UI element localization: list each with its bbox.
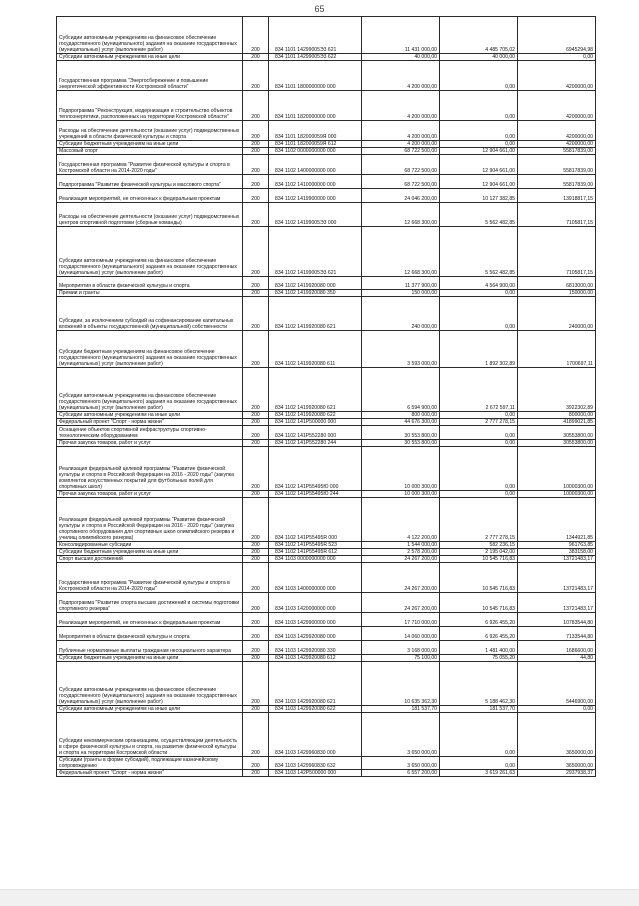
table-row xyxy=(57,412,596,419)
row-approved-cell: 10 000 300,00 xyxy=(362,447,440,491)
row-name-cell: Субсидии бюджетным учреждениям на финансовое обеспечение государственного (муниципального) задания на оказание государственных (муниципальных) услуг (выполнение работ) xyxy=(57,331,243,368)
row-code-cell: 200 xyxy=(243,757,269,770)
table-row xyxy=(57,641,596,655)
row-code-cell: 200 xyxy=(243,662,269,706)
row-name-cell: Премии и гранты xyxy=(57,290,243,297)
row-classification-cell: 834 1102 1419920080 622 xyxy=(269,412,362,419)
row-name-cell: Реализация мероприятий, не отнесенных к федеральным проектам xyxy=(57,189,243,203)
row-name-cell: Подпрограмма "Развитие спорта высших достижений и системы подготовки спортивного резерва" xyxy=(57,593,243,613)
table-row xyxy=(57,155,596,175)
row-code-cell: 200 xyxy=(243,91,269,121)
row-approved-cell: 4 122 200,00 xyxy=(362,498,440,542)
row-approved-cell: 3 650 000,00 xyxy=(362,757,440,770)
row-approved-cell: 14 060 000,00 xyxy=(362,627,440,641)
row-approved-cell: 12 668 300,00 xyxy=(362,203,440,227)
row-executed-cell: 40 000,00 xyxy=(440,54,518,61)
row-approved-cell: 44 676 300,00 xyxy=(362,419,440,426)
table-row xyxy=(57,757,596,770)
row-name-cell: Консолидированные субсидии xyxy=(57,542,243,549)
row-code-cell: 200 xyxy=(243,563,269,593)
budget-table-body xyxy=(57,17,596,777)
row-name-cell: Подпрограмма "Реконструкция, модернизация и строительство объектов теплоэнергетики, расположенных на территории Костромской области" xyxy=(57,91,243,121)
table-row xyxy=(57,706,596,713)
row-code-cell: 200 xyxy=(243,412,269,419)
row-classification-cell: 834 1102 1410000000 000 xyxy=(269,175,362,189)
row-code-cell: 200 xyxy=(243,290,269,297)
row-approved-cell: 4 200 000,00 xyxy=(362,121,440,141)
row-classification-cell: 834 1102 141P55495R 000 xyxy=(269,498,362,542)
row-approved-cell: 24 267 200,00 xyxy=(362,593,440,613)
row-name-cell: Государственная программа "Развитие физической культуры и спорта в Костромской области на 2014-2020 годы" xyxy=(57,155,243,175)
row-code-cell: 200 xyxy=(243,641,269,655)
row-code-cell: 200 xyxy=(243,141,269,148)
row-approved-cell: 4 200 000,00 xyxy=(362,141,440,148)
row-executed-cell: 4 564 900,00 xyxy=(440,277,518,290)
row-name-cell: Реализация федеральной целевой программы "Развитие физической культуры и спорта в Российской Федерации на 2016 - 2020 годы" (закупка комплектов искусственных покрытий для футбольных полей для спортивных школ) xyxy=(57,447,243,491)
row-classification-cell: 834 1102 141P55495R 612 xyxy=(269,549,362,556)
table-row xyxy=(57,447,596,491)
table-row xyxy=(57,148,596,155)
row-approved-cell: 11 377 900,00 xyxy=(362,277,440,290)
row-remaining-cell: 13721483,17 xyxy=(518,556,596,563)
row-remaining-cell: 55817839,00 xyxy=(518,148,596,155)
row-remaining-cell: 240000,00 xyxy=(518,297,596,331)
row-remaining-cell: 7133544,80 xyxy=(518,627,596,641)
table-row xyxy=(57,189,596,203)
row-code-cell: 200 xyxy=(243,121,269,141)
row-code-cell: 200 xyxy=(243,706,269,713)
row-code-cell: 200 xyxy=(243,61,269,91)
row-approved-cell: 181 537,70 xyxy=(362,706,440,713)
row-approved-cell: 68 722 500,00 xyxy=(362,148,440,155)
row-approved-cell: 6 557 200,00 xyxy=(362,770,440,777)
row-approved-cell: 3 650 000,00 xyxy=(362,713,440,757)
row-executed-cell: 2 777 278,15 xyxy=(440,498,518,542)
row-remaining-cell: 44,80 xyxy=(518,655,596,662)
table-row xyxy=(57,498,596,542)
row-remaining-cell: 13721483,17 xyxy=(518,563,596,593)
table-row xyxy=(57,593,596,613)
table-row xyxy=(57,141,596,148)
row-approved-cell: 75 100,00 xyxy=(362,655,440,662)
row-executed-cell: 5 562 482,85 xyxy=(440,227,518,277)
row-executed-cell: 0,00 xyxy=(440,297,518,331)
row-name-cell: Подпрограмма "Развитие физической культуры и массового спорта" xyxy=(57,175,243,189)
row-classification-cell: 834 1102 1419900000 000 xyxy=(269,189,362,203)
row-classification-cell: 834 1102 141P55495Ю 000 xyxy=(269,447,362,491)
row-remaining-cell: 7105817,15 xyxy=(518,227,596,277)
row-name-cell: Субсидии автономным учреждениям на финансовое обеспечение государственного (муниципального) задания на оказание государственных (муниципальных) услуг (выполнение работ) xyxy=(57,227,243,277)
row-executed-cell: 75 055,20 xyxy=(440,655,518,662)
budget-table xyxy=(56,16,596,777)
row-name-cell: Реализация федеральной целевой программы "Развитие физической культуры и спорта в Российской Федерации на 2016 - 2020 годы" (закупка спортивного оборудования для спортивных школ олимпийского резерва и училищ олимпийского резерва) xyxy=(57,498,243,542)
row-remaining-cell: 4200000,00 xyxy=(518,91,596,121)
row-approved-cell: 4 200 000,00 xyxy=(362,61,440,91)
table-row xyxy=(57,770,596,777)
row-classification-cell: 834 1102 1419920080 621 xyxy=(269,368,362,412)
row-classification-cell: 834 1101 182000059Я 612 xyxy=(269,141,362,148)
row-executed-cell: 4 485 705,02 xyxy=(440,17,518,54)
table-row xyxy=(57,419,596,426)
row-name-cell: Субсидии некоммерческим организациям, осуществляющим деятельность в сфере физической культуры и спорта, на развитие физической культуры и спорта на территории Костромской области xyxy=(57,713,243,757)
row-remaining-cell: 1344921,85 xyxy=(518,498,596,542)
row-approved-cell: 30 553 800,00 xyxy=(362,440,440,447)
table-row xyxy=(57,440,596,447)
table-row xyxy=(57,426,596,440)
row-name-cell: Реализация мероприятий, не отнесенных к федеральным проектам xyxy=(57,613,243,627)
row-classification-cell: 834 1103 1429960830 000 xyxy=(269,713,362,757)
row-approved-cell: 11 431 000,00 xyxy=(362,17,440,54)
row-approved-cell: 10 635 362,30 xyxy=(362,662,440,706)
row-name-cell: Прочая закупка товаров, работ и услуг xyxy=(57,440,243,447)
row-executed-cell: 12 904 661,00 xyxy=(440,175,518,189)
row-executed-cell: 3 619 261,63 xyxy=(440,770,518,777)
row-remaining-cell: 4200000,00 xyxy=(518,121,596,141)
row-remaining-cell: 800000,00 xyxy=(518,412,596,419)
row-approved-cell: 40 000,00 xyxy=(362,54,440,61)
row-name-cell: Публичные нормативные выплаты гражданам несоциального характера xyxy=(57,641,243,655)
row-classification-cell: 834 1103 1429960830 632 xyxy=(269,757,362,770)
row-executed-cell: 2 195 042,00 xyxy=(440,549,518,556)
row-classification-cell: 834 1102 1419920080 350 xyxy=(269,290,362,297)
row-remaining-cell: 1686600,00 xyxy=(518,641,596,655)
row-remaining-cell: 6813000,00 xyxy=(518,277,596,290)
row-classification-cell: 834 1102 14199005Э3 621 xyxy=(269,227,362,277)
row-approved-cell: 800 000,00 xyxy=(362,412,440,419)
table-row xyxy=(57,17,596,54)
row-name-cell: Государственная программа "Развитие физической культуры и спорта в Костромской области на 2014-2020 годы" xyxy=(57,563,243,593)
row-executed-cell: 0,00 xyxy=(440,757,518,770)
table-row xyxy=(57,368,596,412)
row-code-cell: 200 xyxy=(243,447,269,491)
row-classification-cell: 834 1103 1429920080 330 xyxy=(269,641,362,655)
row-executed-cell: 2 777 278,15 xyxy=(440,419,518,426)
row-code-cell: 200 xyxy=(243,203,269,227)
row-executed-cell: 0,00 xyxy=(440,426,518,440)
row-remaining-cell: 3650000,00 xyxy=(518,713,596,757)
row-executed-cell: 10 127 382,85 xyxy=(440,189,518,203)
row-executed-cell: 5 562 482,85 xyxy=(440,203,518,227)
row-approved-cell: 24 046 200,00 xyxy=(362,189,440,203)
row-approved-cell: 12 668 300,00 xyxy=(362,227,440,277)
row-approved-cell: 24 267 200,00 xyxy=(362,556,440,563)
row-code-cell: 200 xyxy=(243,549,269,556)
row-remaining-cell: 383158,00 xyxy=(518,549,596,556)
row-code-cell: 200 xyxy=(243,770,269,777)
row-approved-cell: 1 544 000,00 xyxy=(362,542,440,549)
row-code-cell: 200 xyxy=(243,627,269,641)
row-executed-cell: 6 926 455,20 xyxy=(440,613,518,627)
row-name-cell: Субсидии автономным учреждениям на финансовое обеспечение государственного (муниципального) задания на оказание государственных (муниципальных) услуг (выполнение работ) xyxy=(57,17,243,54)
row-remaining-cell: 5446900,00 xyxy=(518,662,596,706)
row-code-cell: 200 xyxy=(243,54,269,61)
row-code-cell: 200 xyxy=(243,498,269,542)
row-name-cell: Федеральный проект "Спорт - норма жизни" xyxy=(57,770,243,777)
table-row xyxy=(57,655,596,662)
row-remaining-cell: 3650000,00 xyxy=(518,757,596,770)
row-executed-cell: 12 904 661,00 xyxy=(440,155,518,175)
row-code-cell: 200 xyxy=(243,491,269,498)
row-code-cell: 200 xyxy=(243,227,269,277)
row-executed-cell: 0,00 xyxy=(440,440,518,447)
row-code-cell: 200 xyxy=(243,277,269,290)
row-executed-cell: 10 545 716,83 xyxy=(440,556,518,563)
table-row xyxy=(57,297,596,331)
row-code-cell: 200 xyxy=(243,17,269,54)
row-executed-cell: 0,00 xyxy=(440,491,518,498)
row-classification-cell: 834 1103 142P500000 000 xyxy=(269,770,362,777)
row-remaining-cell: 30553800,00 xyxy=(518,426,596,440)
row-classification-cell: 834 1102 141P552280 000 xyxy=(269,426,362,440)
row-classification-cell: 834 1102 1419920080 621 xyxy=(269,297,362,331)
row-executed-cell: 10 545 716,83 xyxy=(440,593,518,613)
row-classification-cell: 834 1102 14199005Э3 000 xyxy=(269,203,362,227)
row-classification-cell: 834 1102 1419920080 000 xyxy=(269,277,362,290)
table-row xyxy=(57,627,596,641)
row-remaining-cell: 55817839,00 xyxy=(518,175,596,189)
row-remaining-cell: 961763,85 xyxy=(518,542,596,549)
row-code-cell: 200 xyxy=(243,613,269,627)
row-remaining-cell: 2937938,37 xyxy=(518,770,596,777)
row-executed-cell: 0,00 xyxy=(440,412,518,419)
row-code-cell: 200 xyxy=(243,175,269,189)
row-name-cell: Спорт высших достижений xyxy=(57,556,243,563)
row-code-cell: 200 xyxy=(243,713,269,757)
row-remaining-cell: 10000300,00 xyxy=(518,447,596,491)
row-name-cell: Субсидии автономным учреждениям на финансовое обеспечение государственного (муниципального) задания на оказание государственных (муниципальных) услуг (выполнение работ) xyxy=(57,662,243,706)
row-classification-cell: 834 1102 0000000000 000 xyxy=(269,148,362,155)
row-name-cell: Субсидии автономным учреждениям на иные цели xyxy=(57,706,243,713)
table-row xyxy=(57,277,596,290)
row-code-cell: 200 xyxy=(243,593,269,613)
row-remaining-cell: 10783544,80 xyxy=(518,613,596,627)
row-classification-cell: 834 1102 141P552280 244 xyxy=(269,440,362,447)
row-approved-cell: 2 578 200,00 xyxy=(362,549,440,556)
page-number: 65 xyxy=(314,4,325,14)
row-name-cell: Оснащение объектов спортивной инфраструктуры спортивно-технологическим оборудованием xyxy=(57,426,243,440)
row-approved-cell: 3 593 000,00 xyxy=(362,331,440,368)
row-name-cell: Субсидии автономным учреждениям на иные цели xyxy=(57,412,243,419)
row-classification-cell: 834 1102 141P500000 000 xyxy=(269,419,362,426)
row-classification-cell: 834 1103 1420000000 000 xyxy=(269,593,362,613)
row-executed-cell: 12 904 661,00 xyxy=(440,148,518,155)
row-remaining-cell: 41899021,85 xyxy=(518,419,596,426)
row-executed-cell: 1 892 302,89 xyxy=(440,331,518,368)
row-name-cell: Мероприятия в области физической культуры и спорта xyxy=(57,277,243,290)
table-row xyxy=(57,491,596,498)
row-remaining-cell: 4200000,00 xyxy=(518,61,596,91)
table-row xyxy=(57,121,596,141)
row-classification-cell: 834 1103 1429920080 000 xyxy=(269,627,362,641)
row-executed-cell: 181 537,70 xyxy=(440,706,518,713)
row-executed-cell: 0,00 xyxy=(440,447,518,491)
row-name-cell: Субсидии бюджетным учреждениям на иные цели xyxy=(57,141,243,148)
row-remaining-cell: 3922302,89 xyxy=(518,368,596,412)
row-approved-cell: 150 000,00 xyxy=(362,290,440,297)
row-name-cell: Мероприятия в области физической культуры и спорта xyxy=(57,627,243,641)
row-code-cell: 200 xyxy=(243,368,269,412)
table-row xyxy=(57,713,596,757)
row-name-cell: Субсидии (гранты в форме субсидий), подлежащие казначейскому сопровождению xyxy=(57,757,243,770)
table-row xyxy=(57,563,596,593)
table-row xyxy=(57,175,596,189)
table-row xyxy=(57,662,596,706)
row-executed-cell: 2 672 597,11 xyxy=(440,368,518,412)
row-executed-cell: 0,00 xyxy=(440,91,518,121)
row-name-cell: Прочая закупка товаров, работ и услуг xyxy=(57,491,243,498)
row-remaining-cell: 55817839,00 xyxy=(518,155,596,175)
row-classification-cell: 834 1103 1400000000 000 xyxy=(269,563,362,593)
row-approved-cell: 68 722 500,00 xyxy=(362,175,440,189)
row-executed-cell: 1 481 400,00 xyxy=(440,641,518,655)
row-approved-cell: 3 168 000,00 xyxy=(362,641,440,655)
row-remaining-cell: 150000,00 xyxy=(518,290,596,297)
row-name-cell: Субсидии автономным учреждениям на финансовое обеспечение государственного (муниципального) задания на оказание государственных (муниципальных) услуг (выполнение работ) xyxy=(57,368,243,412)
row-remaining-cell: 13721483,17 xyxy=(518,593,596,613)
row-code-cell: 200 xyxy=(243,556,269,563)
table-row xyxy=(57,203,596,227)
row-executed-cell: 5 188 462,30 xyxy=(440,662,518,706)
row-approved-cell: 30 553 800,00 xyxy=(362,426,440,440)
row-name-cell: Субсидии бюджетным учреждениям на иные цели xyxy=(57,655,243,662)
row-approved-cell: 68 722 500,00 xyxy=(362,155,440,175)
row-name-cell: Субсидии автономным учреждениям на иные цели xyxy=(57,54,243,61)
row-code-cell: 200 xyxy=(243,440,269,447)
row-remaining-cell: 1700697,11 xyxy=(518,331,596,368)
row-remaining-cell: 6945294,98 xyxy=(518,17,596,54)
row-name-cell: Субсидии, за исключением субсидий на софинансирование капитальных вложений в объекты государственной (муниципальной) собственности xyxy=(57,297,243,331)
row-classification-cell: 834 1101 14299005Э3 622 xyxy=(269,54,362,61)
row-remaining-cell: 10000300,00 xyxy=(518,491,596,498)
row-approved-cell: 10 000 300,00 xyxy=(362,491,440,498)
table-row xyxy=(57,290,596,297)
row-code-cell: 200 xyxy=(243,155,269,175)
row-approved-cell: 24 267 200,00 xyxy=(362,563,440,593)
row-code-cell: 200 xyxy=(243,542,269,549)
row-classification-cell: 834 1101 182000059Я 000 xyxy=(269,121,362,141)
row-approved-cell: 6 594 900,00 xyxy=(362,368,440,412)
row-remaining-cell: 4200000,00 xyxy=(518,141,596,148)
row-classification-cell: 834 1101 1800000000 000 xyxy=(269,61,362,91)
row-remaining-cell: 0,00 xyxy=(518,54,596,61)
row-classification-cell: 834 1103 0000000000 000 xyxy=(269,556,362,563)
row-code-cell: 200 xyxy=(243,419,269,426)
row-executed-cell: 582 236,15 xyxy=(440,542,518,549)
row-code-cell: 200 xyxy=(243,331,269,368)
row-classification-cell: 834 1103 1429900000 000 xyxy=(269,613,362,627)
row-remaining-cell: 30553800,00 xyxy=(518,440,596,447)
row-code-cell: 200 xyxy=(243,189,269,203)
row-name-cell: Расходы на обеспечение деятельности (оказание услуг) подведомственных центров спортивной подготовки (сборные команды) xyxy=(57,203,243,227)
row-classification-cell: 834 1103 1429920080 612 xyxy=(269,655,362,662)
table-row xyxy=(57,549,596,556)
row-executed-cell: 0,00 xyxy=(440,713,518,757)
row-remaining-cell: 7105817,15 xyxy=(518,203,596,227)
row-code-cell: 200 xyxy=(243,655,269,662)
row-name-cell: Субсидии бюджетным учреждениям на иные цели xyxy=(57,549,243,556)
row-code-cell: 200 xyxy=(243,426,269,440)
table-row xyxy=(57,54,596,61)
table-row xyxy=(57,227,596,277)
row-remaining-cell: 13918817,15 xyxy=(518,189,596,203)
row-code-cell: 200 xyxy=(243,297,269,331)
table-row xyxy=(57,331,596,368)
row-name-cell: Расходы на обеспечение деятельности (оказание услуг) подведомственных учреждений в области физической культуры и спорта xyxy=(57,121,243,141)
row-classification-cell: 834 1101 14299005Э3 621 xyxy=(269,17,362,54)
row-remaining-cell: 0,00 xyxy=(518,706,596,713)
row-classification-cell: 834 1102 141P55495R 523 xyxy=(269,542,362,549)
row-executed-cell: 0,00 xyxy=(440,141,518,148)
row-name-cell: Федеральный проект "Спорт - норма жизни" xyxy=(57,419,243,426)
row-executed-cell: 0,00 xyxy=(440,290,518,297)
row-classification-cell: 834 1102 1419920080 611 xyxy=(269,331,362,368)
row-classification-cell: 834 1102 1400000000 000 xyxy=(269,155,362,175)
table-row xyxy=(57,556,596,563)
table-row xyxy=(57,542,596,549)
row-classification-cell: 834 1103 1429920080 621 xyxy=(269,662,362,706)
row-executed-cell: 6 926 455,20 xyxy=(440,627,518,641)
row-executed-cell: 10 545 716,83 xyxy=(440,563,518,593)
row-approved-cell: 17 710 000,00 xyxy=(362,613,440,627)
row-name-cell: Государственная программа "Энергосбережение и повышение энергетической эффективности Костромской области" xyxy=(57,61,243,91)
row-name-cell: Массовый спорт xyxy=(57,148,243,155)
viewer-bottom-strip xyxy=(0,889,639,906)
row-classification-cell: 834 1102 141P55495Ю 244 xyxy=(269,491,362,498)
row-classification-cell: 834 1101 1820000000 000 xyxy=(269,91,362,121)
table-row xyxy=(57,91,596,121)
table-row xyxy=(57,613,596,627)
row-approved-cell: 240 000,00 xyxy=(362,297,440,331)
row-classification-cell: 834 1103 1429920080 622 xyxy=(269,706,362,713)
row-approved-cell: 4 200 000,00 xyxy=(362,91,440,121)
row-executed-cell: 0,00 xyxy=(440,61,518,91)
table-row xyxy=(57,61,596,91)
row-executed-cell: 0,00 xyxy=(440,121,518,141)
row-code-cell: 200 xyxy=(243,148,269,155)
